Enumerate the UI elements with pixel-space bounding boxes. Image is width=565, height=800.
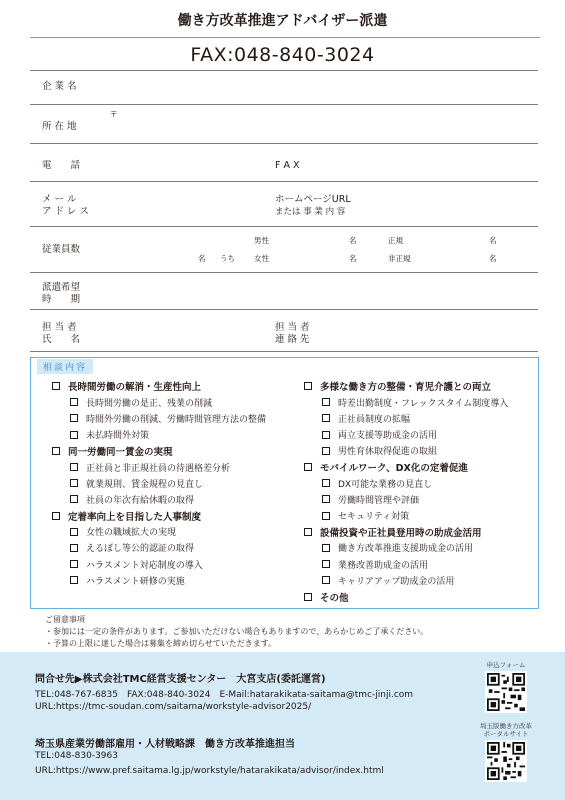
checkbox-icon[interactable] [322, 447, 330, 455]
checkbox-row[interactable]: 多様な働き方の整備・育児介護との両立 [304, 378, 508, 394]
checkbox-icon[interactable] [322, 414, 330, 422]
checkbox-icon[interactable] [304, 528, 312, 536]
checkbox-icon[interactable] [304, 593, 312, 601]
checkbox-icon[interactable] [70, 528, 78, 536]
qr-caption-form: 申込フォーム [486, 661, 526, 669]
company-name-field[interactable] [42, 84, 537, 100]
checkbox-row[interactable]: モバイルワーク、DX化の定着促進 [304, 459, 508, 475]
checkbox-icon[interactable] [70, 479, 78, 487]
homepage-label-line2: または 事 業 内 容 [275, 207, 346, 217]
qr-code-icon[interactable] [485, 740, 527, 782]
checkbox-row[interactable]: 働き方改革推進支援助成金の活用 [304, 540, 508, 556]
qr-caption-portal-line1: 埼玉版働き方改革 [480, 722, 532, 730]
checkbox-icon[interactable] [322, 431, 330, 439]
checkbox-icon[interactable] [52, 512, 60, 520]
checkbox-row[interactable]: DX可能な業務の見直し [304, 475, 508, 491]
checkbox-row[interactable]: キャリアアップ助成金の活用 [304, 572, 508, 588]
checkbox-icon[interactable] [304, 463, 312, 471]
male-label: 男性 [254, 236, 269, 245]
postal-mark: 〒 [110, 110, 118, 119]
employees-label: 従業員数 [42, 244, 81, 255]
checkbox-row[interactable]: その他 [304, 588, 508, 604]
form-rule [30, 351, 538, 352]
form-rule [30, 143, 538, 144]
regular-unit: 名 [489, 236, 497, 245]
qr-code-icon[interactable] [485, 671, 527, 713]
form-rule [30, 309, 538, 310]
checkbox-icon[interactable] [70, 431, 78, 439]
contact-label-line2: 連 絡 先 [275, 334, 310, 345]
email-label-line1: メ ー ル [42, 194, 77, 205]
checkbox-row[interactable]: 長時間労働の解消・生産性向上 [52, 378, 266, 394]
checkbox-row[interactable]: セキュリティ対策 [304, 508, 508, 524]
notes-line: ・参加には一定の条件があります。ご参加いただけない場合もありますので、あらかじめご了承ください。 [45, 627, 429, 636]
qr-code-icon [487, 673, 525, 711]
fax-number-heading: FAX:048-840-3024 [190, 44, 375, 66]
checkbox-row[interactable]: 正社員制度の拡幅 [304, 410, 508, 426]
form-rule [30, 104, 538, 105]
checkbox-row[interactable]: 正社員と非正規社員の待遇格差分析 [52, 459, 266, 475]
prefecture-title: 埼玉県産業労働部雇用・人材戦略課 働き方改革推進担当 [35, 739, 295, 750]
prefecture-url-link[interactable]: URL:https://www.pref.saitama.lg.jp/workstyle/hatarakikata/advisor/index.html [35, 766, 384, 776]
contact-title: 問合せ先▶株式会社TMC経営支援センター 大宮支店(委託運営) [35, 674, 326, 685]
checkbox-row[interactable]: えるぼし等公的認証の取得 [52, 540, 266, 556]
checkbox-icon[interactable] [322, 576, 330, 584]
irregular-unit: 名 [489, 254, 497, 263]
notes-title: ご留意事項 [45, 615, 85, 624]
checkbox-icon[interactable] [322, 479, 330, 487]
checkbox-row[interactable]: 定着率向上を目指した人事制度 [52, 508, 266, 524]
notes-line: ・予算の上限に達した場合は募集を締め切らせていただきます。 [45, 639, 277, 648]
checkbox-icon[interactable] [322, 512, 330, 520]
consultation-tag: 相談内容 [37, 359, 93, 374]
notes-block [45, 614, 428, 650]
checkbox-row[interactable]: 両立支援等助成金の活用 [304, 427, 508, 443]
uchi-label: うち [220, 254, 235, 263]
contact-label-line1: 担 当 者 [275, 322, 310, 333]
form-rule [30, 272, 538, 273]
title-rule [30, 37, 540, 38]
dispatch-label-line1: 派遣希望 [42, 282, 81, 293]
male-unit: 名 [349, 236, 357, 245]
checkbox-icon[interactable] [70, 398, 78, 406]
female-unit: 名 [349, 254, 357, 263]
qr-caption-portal-line2: ポータルサイト [483, 730, 529, 738]
prefecture-tel-line: TEL:048-830-3963 [35, 751, 118, 761]
checkbox-icon[interactable] [52, 382, 60, 390]
dispatch-label-line2: 時 期 [42, 294, 81, 305]
checkbox-row[interactable]: 未払時間外対策 [52, 427, 266, 443]
checkbox-row[interactable]: 同一労働同一賃金の実現 [52, 443, 266, 459]
consultation-right-column [304, 378, 508, 605]
checkbox-row[interactable]: 長時間労働の是正、残業の削減 [52, 394, 266, 410]
checkbox-icon[interactable] [70, 576, 78, 584]
contact-tel-line: TEL:048-767-6835 FAX:048-840-3024 E-Mail:hatarakikata-saitama@tmc-jinji.com [35, 690, 414, 700]
checkbox-row[interactable]: ハラスメント研修の実施 [52, 572, 266, 588]
person-label-line1: 担 当 者 [42, 322, 77, 333]
form-rule-top [30, 70, 538, 71]
person-label-line2: 氏 名 [42, 334, 81, 345]
checkbox-row[interactable]: 時差出勤制度・フレックスタイム制度導入 [304, 394, 508, 410]
checkbox-row[interactable]: ハラスメント対応制度の導入 [52, 556, 266, 572]
checkbox-row[interactable]: 労働時間管理や評価 [304, 491, 508, 507]
female-label: 女性 [254, 254, 269, 263]
checkbox-icon[interactable] [304, 382, 312, 390]
checkbox-row[interactable]: 業務改善助成金の活用 [304, 556, 508, 572]
phone-label: 電 話 [42, 160, 81, 171]
checkbox-icon[interactable] [322, 398, 330, 406]
checkbox-icon[interactable] [322, 544, 330, 552]
homepage-label-line1: ホームページURL [275, 194, 351, 205]
email-label-line2: ア ド レ ス [42, 206, 90, 217]
form-rule [30, 181, 538, 182]
qr-code-icon [487, 742, 525, 780]
checkbox-icon[interactable] [322, 495, 330, 503]
checkbox-icon[interactable] [70, 544, 78, 552]
fax-label: F A X [275, 160, 300, 171]
checkbox-row[interactable]: 時間外労働の削減、労働時間管理方法の整備 [52, 410, 266, 426]
checkbox-row[interactable]: 社員の年次有給休暇の取得 [52, 491, 266, 507]
page-title: 働き方改革推進アドバイザー派遣 [177, 13, 388, 29]
checkbox-row[interactable]: 設備投資や正社員登用時の助成金活用 [304, 524, 508, 540]
checkbox-row[interactable]: 女性の職域拡大の実現 [52, 524, 266, 540]
form-rule [30, 226, 538, 227]
checkbox-icon[interactable] [52, 447, 60, 455]
irregular-label: 非正規 [388, 254, 411, 263]
consultation-left-column [52, 378, 266, 588]
checkbox-icon[interactable] [322, 560, 330, 568]
contact-url-link[interactable]: URL:https://tmc-soudan.com/saitama/workstyle-advisor2025/ [35, 702, 312, 712]
company-name-label: 企 業 名 [42, 81, 77, 92]
checkbox-icon[interactable] [70, 560, 78, 568]
checkbox-row[interactable]: 男性育休取得促進の取組 [304, 443, 508, 459]
regular-label: 正規 [388, 236, 403, 245]
employees-unit: 名 [198, 254, 206, 263]
checkbox-icon[interactable] [70, 463, 78, 471]
checkbox-row[interactable]: 就業規則、賃金規程の見直し [52, 475, 266, 491]
checkbox-icon[interactable] [70, 495, 78, 503]
checkbox-icon[interactable] [70, 414, 78, 422]
address-label: 所 在 地 [42, 121, 77, 132]
